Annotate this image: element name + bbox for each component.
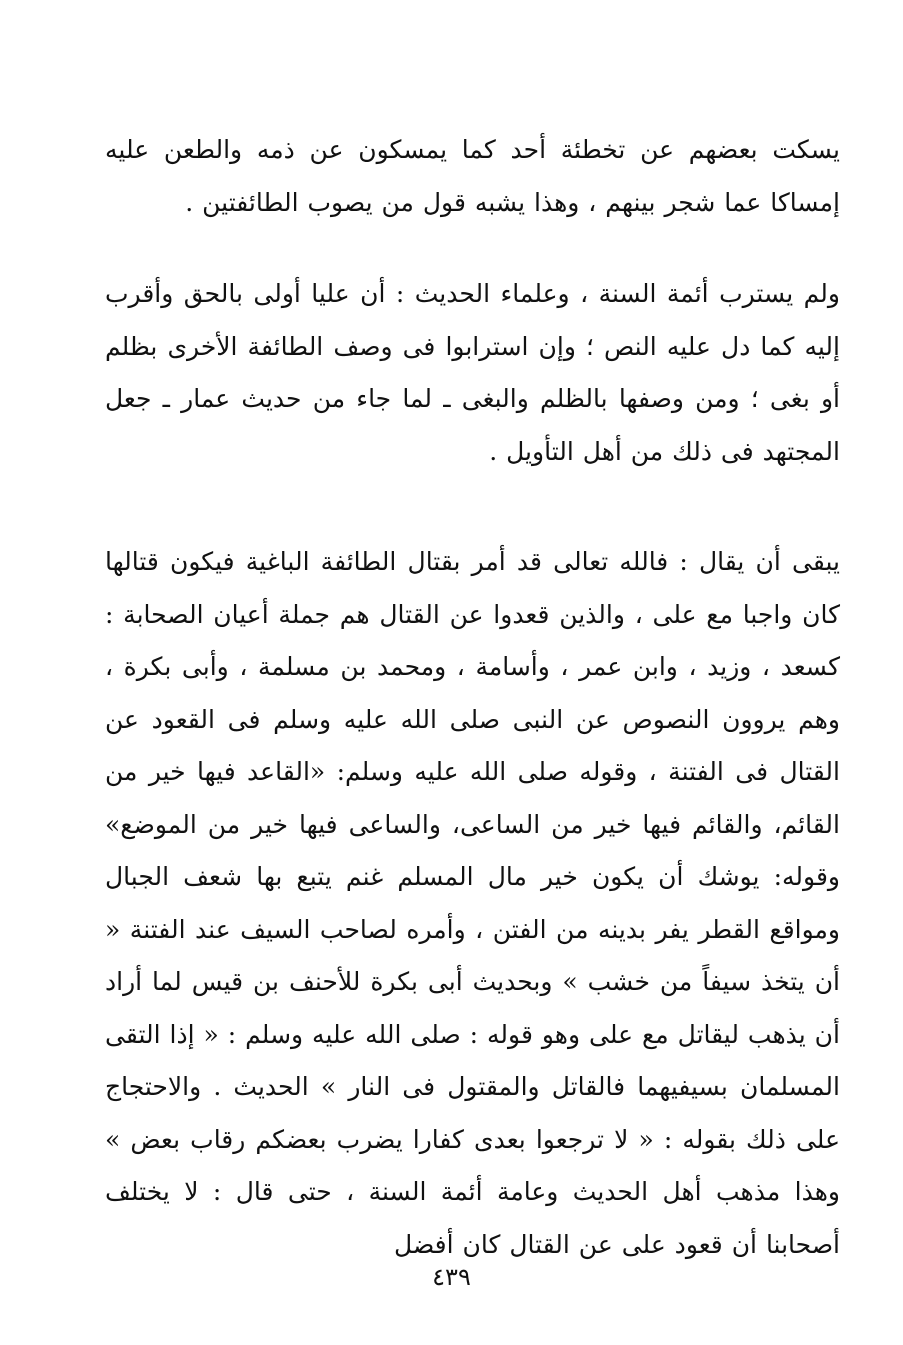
page-number: ٤٣٩	[432, 1263, 471, 1291]
paragraph-2-text: ولم يسترب أئمة السنة ، وعلماء الحديث : أن عليا أولى بالحق وأقرب إليه كما دل عليه النص ؛ وإن استرابوا فى وصف الطائفة الأخرى بظلم أو بغى ؛ ومن وصفها بالظلم والبغى ـ لما جاء من حديث عمار ـ جعل المجتهد فى ذلك من أهل التأويل .	[105, 279, 840, 466]
paragraph-1-text: يسكت بعضهم عن تخطئة أحد كما يمسكون عن ذمه والطعن عليه إمساكا عما شجر بينهم ، وهذا يشبه قول من يصوب الطائفتين .	[105, 135, 840, 217]
paragraph-1	[105, 124, 840, 229]
paragraph-3-text: يبقى أن يقال : فالله تعالى قد أمر بقتال الطائفة الباغية فيكون قتالها كان واجبا مع على ، والذين قعدوا عن القتال هم جملة أعيان الصحابة : كسعد ، وزيد ، وابن عمر ، وأسامة ، ومحمد بن مسلمة ، وأبى بكرة ، وهم يروون النصوص عن النبى صلى الله عليه وسلم فى القعود عن القتال فى الفتنة ، وقوله صلى الله عليه وسلم: «القاعد فيها خير من القائم، والقائم فيها خير من الساعى، والساعى فيها خير من الموضع» وقوله: يوشك أن يكون خير مال المسلم غنم يتبع بها شعف الجبال ومواقع القطر يفر بدينه من الفتن ، وأمره لصاحب السيف عند الفتنة « أن يتخذ سيفاً من خشب » وبحديث أبى بكرة للأحنف بن قيس لما أراد أن يذهب ليقاتل مع على وهو قوله : صلى الله عليه وسلم : « إذا التقى المسلمان بسيفيهما فالقاتل والمقتول فى النار » الحديث . والاحتجاج على ذلك بقوله : « لا ترجعوا بعدى كفارا يضرب بعضكم رقاب بعض » وهذا مذهب أهل الحديث وعامة أئمة السنة ، حتى قال : لا يختلف أصحابنا أن قعود على عن القتال كان أفضل	[105, 547, 840, 1259]
paragraph-3	[105, 536, 840, 1271]
paragraph-2	[105, 268, 840, 478]
